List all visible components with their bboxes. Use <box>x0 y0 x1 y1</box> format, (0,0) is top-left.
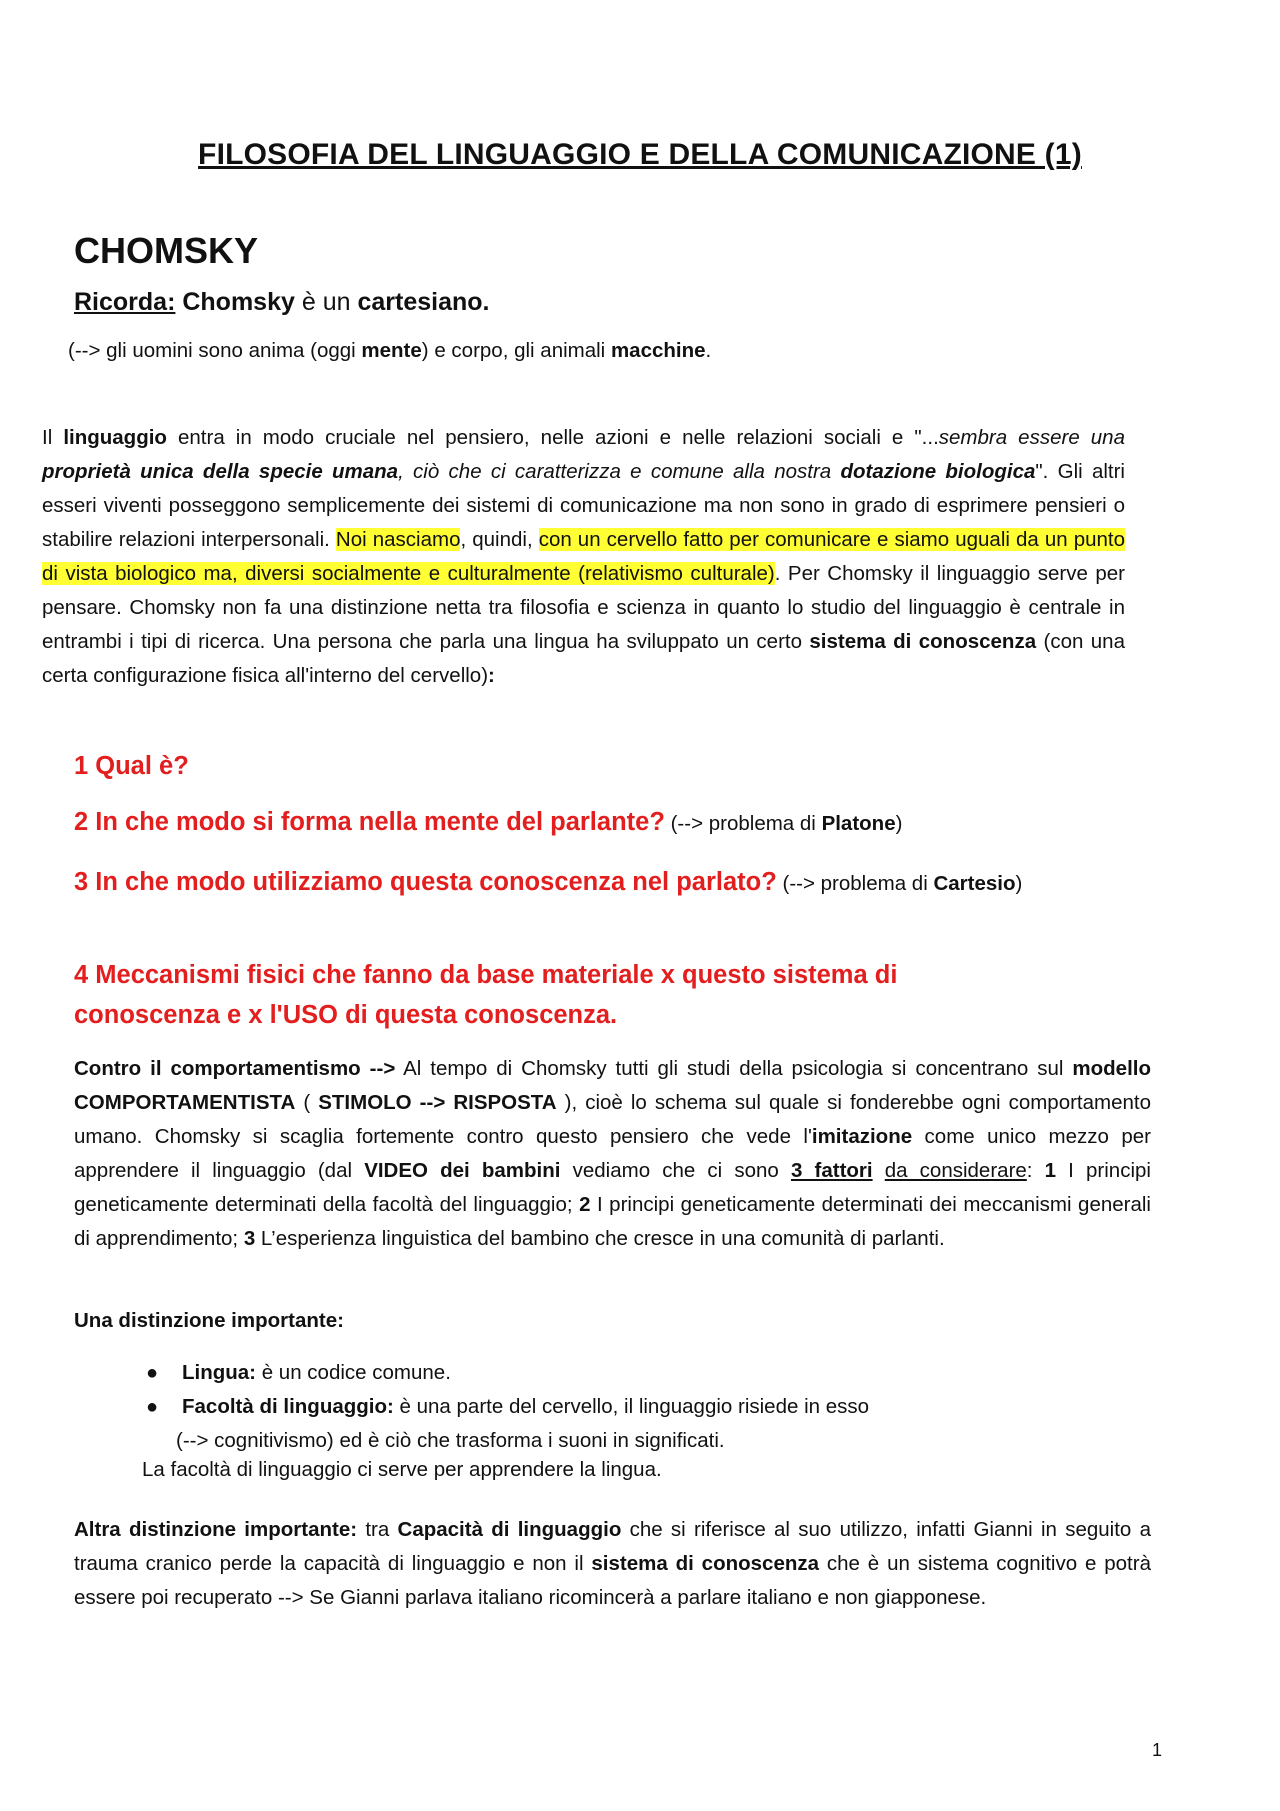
text-run: L’esperienza linguistica del bambino che cresce in una comunità di parlanti. <box>255 1227 945 1250</box>
note-macchine: macchine <box>610 339 706 362</box>
question-3-text: 3 In che modo utilizziamo questa conoscenza nel parlato? <box>74 868 777 896</box>
distinction-list <box>140 1356 1040 1458</box>
bold-italic-run: proprietà unica della specie umana <box>42 460 399 483</box>
text-run: vediamo che ci sono <box>560 1159 791 1182</box>
text-run: ) <box>895 812 903 835</box>
bold-run: Platone <box>821 812 896 835</box>
note-text: (--> gli uomini sono anima (oggi <box>68 339 362 362</box>
text-run: . Per Chomsky il linguaggio serve per pensare. Chomsky non fa una distinzione netta tra filosofia e scienza in quanto lo studio del linguaggio è centrale in entrambi i tipi di ricerca. Una persona che parla una lingua ha sviluppato un certo <box>42 562 1125 653</box>
distinction-title: Una distinzione importante: <box>74 1309 344 1332</box>
text-run: ), cioè lo schema sul quale si fonderebbe ogni comportamento umano. Chomsky si scaglia fortemente contro questo pensiero che vede l' <box>74 1091 1151 1148</box>
text-run: ) <box>1015 872 1023 895</box>
ricorda-mid: è un <box>294 288 358 316</box>
page-number: 1 <box>1151 1740 1162 1760</box>
text-run: che è un sistema cognitivo e potrà essere poi recuperato --> Se Gianni parlava italiano ricomincerà a parlare italiano e non giapponese. <box>74 1552 1151 1609</box>
text-run <box>873 1159 885 1182</box>
text-run: ( <box>295 1091 319 1114</box>
bold-number: 1 <box>1044 1159 1057 1182</box>
bold-run: Cartesio <box>933 872 1016 895</box>
distinction-after: La facoltà di linguaggio ci serve per apprendere la lingua. <box>142 1458 662 1481</box>
text-run: come unico mezzo per apprendere il linguaggio (dal <box>74 1125 1151 1182</box>
bold-run: modello COMPORTAMENTISTA <box>74 1057 1151 1114</box>
text-run: (con una certa configurazione fisica all'interno del cervello) <box>42 630 1125 687</box>
bold-run: Contro il comportamentismo --> <box>74 1057 396 1080</box>
bold-run: sistema di conoscenza <box>591 1552 820 1575</box>
paragraph-comportamentismo <box>74 1052 1151 1256</box>
highlight-run: con un cervello fatto per comunicare e siamo uguali da un punto di vista biologico ma, diversi socialmente e culturalmente (relativismo culturale) <box>42 528 1125 585</box>
question-2-note <box>665 812 903 835</box>
bold-run: imitazione <box>811 1125 913 1148</box>
bold-run: sistema di conoscenza <box>809 630 1037 653</box>
ricorda-name: Chomsky <box>182 288 295 316</box>
ricorda-label: Ricorda: <box>74 288 176 316</box>
text-run: Il <box>42 426 64 449</box>
bold-underline-run: 3 fattori <box>790 1159 873 1182</box>
list-item-continuation: (--> cognitivismo) ed è ciò che trasforma i suoni in significati. <box>176 1429 725 1452</box>
highlight-run: Noi nasciamo <box>335 528 461 551</box>
cartesian-note <box>68 339 711 363</box>
note-text: . <box>705 339 712 362</box>
text-run: I principi geneticamente determinati dei meccanismi generali di apprendimento; <box>74 1193 1151 1250</box>
question-3-note <box>777 872 1023 895</box>
bold-run: : <box>488 664 495 687</box>
bold-run: Altra distinzione importante: <box>74 1518 358 1541</box>
text-run: ". Gli altri esseri viventi posseggono semplicemente dei sistemi di comunicazione ma non sono in grado di esprimere pensieri o stabilire relazioni interpersonali. <box>42 460 1125 551</box>
question-3 <box>74 864 1034 902</box>
note-text: ) e corpo, gli animali <box>421 339 611 362</box>
question-4: 4 Meccanismi fisici che fanno da base materiale x questo sistema di conoscenza e x l'USO di questa conoscenza. <box>74 961 898 1029</box>
question-1: 1 Qual è? <box>74 752 189 780</box>
list-item-text: è un codice comune. <box>256 1361 451 1384</box>
bold-run: STIMOLO --> RISPOSTA <box>318 1091 557 1114</box>
question-2 <box>74 808 902 837</box>
list-item-term: Facoltà di linguaggio: <box>182 1395 394 1418</box>
text-run: che si riferisce al suo utilizzo, infatti Gianni in seguito a trauma cranico perde la capacità di linguaggio e non il <box>74 1518 1151 1575</box>
text-run: entra in modo cruciale nel pensiero, nelle azioni e nelle relazioni sociali e "... <box>166 426 939 449</box>
text-run: : <box>1026 1159 1045 1182</box>
paragraph-linguaggio <box>42 421 1125 693</box>
text-run: I principi geneticamente determinati della facoltà del linguaggio; <box>74 1159 1151 1216</box>
bold-italic-run: dotazione biologica <box>840 460 1036 483</box>
bullet-icon: ● <box>146 1362 159 1384</box>
bold-number: 3 <box>243 1227 256 1250</box>
text-run: tra <box>357 1518 398 1541</box>
underline-run: da considerare <box>884 1159 1027 1182</box>
note-mente: mente <box>361 339 422 362</box>
list-item-term: Lingua: <box>182 1361 257 1384</box>
text-run: (--> problema di <box>664 812 822 835</box>
italic-run: sembra essere una <box>938 426 1125 449</box>
section-title: CHOMSKY <box>74 230 259 271</box>
paragraph-capacita <box>74 1513 1151 1615</box>
bold-run: Capacità di linguaggio <box>397 1518 622 1541</box>
text-run: Al tempo di Chomsky tutti gli studi della psicologia si concentrano sul <box>395 1057 1073 1080</box>
question-2-text: 2 In che modo si forma nella mente del parlante? <box>74 808 665 836</box>
list-item <box>140 1390 1040 1458</box>
bold-number: 2 <box>579 1193 591 1216</box>
list-item <box>140 1356 1040 1390</box>
text-run: (--> problema di <box>776 872 934 895</box>
ricorda-term: cartesiano. <box>357 288 490 316</box>
ricorda-line <box>74 288 489 317</box>
document-title: FILOSOFIA DEL LINGUAGGIO E DELLA COMUNICAZIONE (1) <box>198 138 1082 171</box>
list-item-text: è una parte del cervello, il linguaggio risiede in esso <box>393 1395 870 1418</box>
text-run: , quindi, <box>460 528 539 551</box>
bold-run: VIDEO dei bambini <box>364 1159 561 1182</box>
bold-run: linguaggio <box>63 426 167 449</box>
italic-run: , ciò che ci caratterizza e comune alla nostra <box>398 460 841 483</box>
bullet-icon: ● <box>146 1396 159 1418</box>
